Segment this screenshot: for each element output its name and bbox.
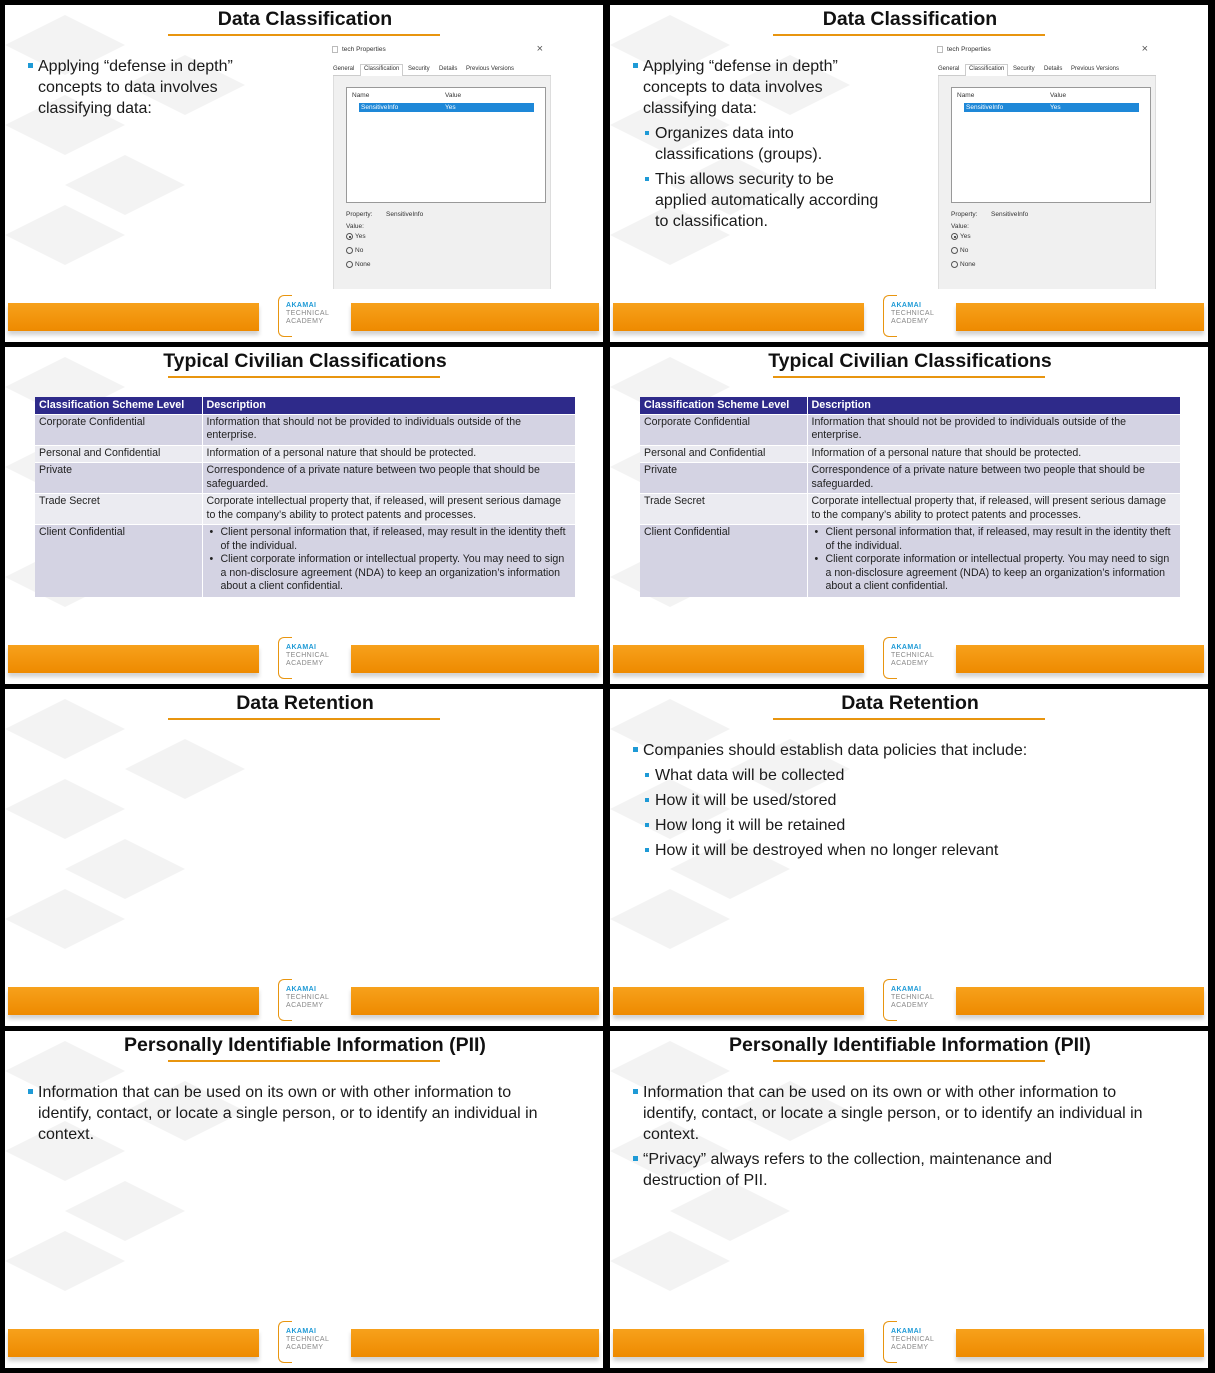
- akamai-logo: AKAMAI TECHNICAL ACADEMY: [278, 637, 342, 679]
- sub-bullet: How long it will be retained: [655, 815, 1175, 836]
- footer-bar-left: [613, 987, 864, 1015]
- table-row: Trade Secret Corporate intellectual property that, if released, will present serious damage to the company’s ability to protect patents and processes.: [640, 494, 1180, 525]
- tab-security[interactable]: Security: [408, 66, 430, 72]
- footer-bar-left: [613, 303, 864, 331]
- col-name: Name: [352, 92, 370, 99]
- akamai-logo: AKAMAI TECHNICAL ACADEMY: [883, 295, 947, 337]
- property-label: Property:: [951, 211, 978, 218]
- akamai-logo: AKAMAI TECHNICAL ACADEMY: [278, 295, 342, 337]
- classification-table: [35, 397, 575, 597]
- row-name: SensitiveInfo: [361, 104, 399, 111]
- bullet: Information that can be used on its own or with other information to identify, contact, or locate a single person, or to identify an individual in context.: [643, 1082, 1173, 1145]
- table-header: Classification Scheme Level: [35, 397, 202, 414]
- row-value: Yes: [445, 104, 456, 111]
- radio-no[interactable]: [951, 247, 968, 254]
- akamai-logo: AKAMAI TECHNICAL ACADEMY: [883, 1321, 947, 1363]
- slide-data-classification-1: [5, 5, 603, 342]
- radio-icon: [951, 247, 958, 254]
- file-icon: [332, 46, 338, 53]
- table-header: Description: [202, 397, 575, 414]
- value-label: Value:: [951, 223, 969, 230]
- footer-bar-right: [351, 645, 599, 673]
- title-underline: [773, 718, 1045, 720]
- table-row: Private Correspondence of a private nature between two people that should be safeguarded.: [35, 463, 575, 494]
- tab-general[interactable]: General: [938, 66, 960, 72]
- table-header: Description: [807, 397, 1180, 414]
- tab-details[interactable]: Details: [1044, 66, 1063, 72]
- dialog-title: tech Properties: [342, 46, 386, 53]
- bullet: Applying “defense in depth” concepts to data involves classifying data:: [643, 56, 873, 119]
- radio-icon: [346, 261, 353, 268]
- sub-bullet: What data will be collected: [655, 765, 1175, 786]
- slide-title: Data Classification: [822, 8, 998, 30]
- properties-dialog: [325, 39, 553, 289]
- property-value: SensitiveInfo: [386, 211, 424, 218]
- slide-title: Personally Identifiable Information (PII): [729, 1034, 1091, 1056]
- title-underline: [773, 376, 1045, 378]
- radio-label: None: [355, 261, 371, 269]
- title-underline: [773, 34, 1045, 36]
- footer-bar-right: [956, 645, 1204, 673]
- file-icon: [937, 46, 943, 53]
- slide-civilian-classifications-1: [5, 347, 603, 684]
- tab-general[interactable]: General: [333, 66, 355, 72]
- row-name: SensitiveInfo: [966, 104, 1004, 111]
- slide-title: Data Retention: [236, 692, 374, 714]
- background-pattern: [5, 689, 265, 1026]
- footer-bar-right: [956, 987, 1204, 1015]
- footer-bar-right: [351, 303, 599, 331]
- property-list[interactable]: [951, 87, 1151, 203]
- radio-yes[interactable]: [346, 233, 366, 240]
- footer-bar-right: [351, 1329, 599, 1357]
- sub-bullet: This allows security to be applied automatically according to classification.: [655, 171, 879, 230]
- radio-label: No: [355, 247, 364, 255]
- slide-title: Data Retention: [841, 692, 979, 714]
- table-row: Client Confidential • Client personal information that, if released, may result in the identity theft of the individual. • Client corporate information or intellectual property. You may need to sign a non-disclosure agreement (NDA) to keep an organization’s information about a client confidential.: [640, 525, 1180, 597]
- radio-none[interactable]: [951, 261, 976, 268]
- table-row: Private Correspondence of a private nature between two people that should be safeguarded.: [640, 463, 1180, 494]
- radio-label: Yes: [355, 233, 366, 241]
- footer-bar-left: [613, 1329, 864, 1357]
- tab-details[interactable]: Details: [439, 66, 458, 72]
- footer-bar-left: [8, 645, 259, 673]
- tab-previous-versions[interactable]: Previous Versions: [1071, 66, 1120, 72]
- row-value: Yes: [1050, 104, 1061, 111]
- footer-bar-right: [956, 303, 1204, 331]
- radio-label: No: [960, 247, 969, 255]
- bullet: Information that can be used on its own or with other information to identify, contact, or locate a single person, or to identify an individual in context.: [38, 1082, 568, 1145]
- slide-civilian-classifications-2: [610, 347, 1208, 684]
- property-value: SensitiveInfo: [991, 211, 1029, 218]
- radio-label: None: [960, 261, 976, 269]
- radio-checked-icon: [346, 233, 353, 240]
- sub-bullet: How it will be destroyed when no longer relevant: [655, 840, 1175, 861]
- title-underline: [168, 718, 440, 720]
- footer-bar-left: [613, 645, 864, 673]
- slide-pii-2: [610, 1031, 1208, 1368]
- tab-classification[interactable]: Classification: [965, 64, 1008, 76]
- slide-data-retention-1: [5, 689, 603, 1026]
- footer-bar-left: [8, 303, 259, 331]
- table-row: Corporate Confidential Information that should not be provided to individuals outside of the enterprise.: [640, 414, 1180, 445]
- sub-bullet: How it will be used/stored: [655, 790, 1175, 811]
- akamai-logo: AKAMAI TECHNICAL ACADEMY: [278, 1321, 342, 1363]
- bullet: Companies should establish data policies that include:: [643, 740, 1183, 761]
- dialog-tabs: [938, 64, 1156, 76]
- table-row: Trade Secret Corporate intellectual property that, if released, will present serious damage to the company’s ability to protect patents and processes.: [35, 494, 575, 525]
- dialog-tabs: [333, 64, 551, 76]
- slide-title: Typical Civilian Classifications: [163, 350, 447, 372]
- footer-bar-right: [956, 1329, 1204, 1357]
- bullet: “Privacy” always refers to the collection, maintenance and destruction of PII.: [643, 1149, 1123, 1191]
- list-row-selected[interactable]: [359, 103, 534, 112]
- properties-dialog: [930, 39, 1158, 289]
- radio-label: Yes: [960, 233, 971, 241]
- slide-pii-1: [5, 1031, 603, 1368]
- slide-data-classification-2: [610, 5, 1208, 342]
- value-label: Value:: [346, 223, 364, 230]
- table-row: Client Confidential • Client personal information that, if released, may result in the identity theft of the individual. • Client corporate information or intellectual property. You may need to sign a non-disclosure agreement (NDA) to keep an organization’s information about a client confidential.: [35, 525, 575, 597]
- title-underline: [773, 1060, 1045, 1062]
- property-label: Property:: [346, 211, 373, 218]
- col-name: Name: [957, 92, 975, 99]
- col-value: Value: [1050, 92, 1067, 99]
- property-list[interactable]: [346, 87, 546, 203]
- footer-bar-left: [8, 987, 259, 1015]
- title-underline: [168, 34, 440, 36]
- list-row-selected[interactable]: [964, 103, 1139, 112]
- close-icon[interactable]: ×: [1141, 43, 1148, 55]
- title-underline: [168, 376, 440, 378]
- dialog-title: tech Properties: [947, 46, 991, 53]
- table-header: Classification Scheme Level: [640, 397, 807, 414]
- akamai-logo: AKAMAI TECHNICAL ACADEMY: [883, 637, 947, 679]
- radio-none[interactable]: [346, 261, 371, 268]
- radio-icon: [346, 247, 353, 254]
- title-underline: [168, 1060, 440, 1062]
- akamai-logo: AKAMAI TECHNICAL ACADEMY: [278, 979, 342, 1021]
- table-row: Corporate Confidential Information that should not be provided to individuals outside of the enterprise.: [35, 414, 575, 445]
- classification-table: [640, 397, 1180, 597]
- close-icon[interactable]: ×: [536, 43, 543, 55]
- footer-bar-left: [8, 1329, 259, 1357]
- slide-title: Typical Civilian Classifications: [768, 350, 1052, 372]
- radio-no[interactable]: [346, 247, 363, 254]
- table-row: Personal and Confidential Information of a personal nature that should be protected.: [640, 445, 1180, 463]
- table-row: Personal and Confidential Information of a personal nature that should be protected.: [35, 445, 575, 463]
- slide-title: Data Classification: [217, 8, 393, 30]
- sub-bullet: Organizes data into classifications (groups).: [655, 123, 855, 165]
- slide-data-retention-2: [610, 689, 1208, 1026]
- tab-classification[interactable]: Classification: [360, 64, 403, 76]
- slide-title: Personally Identifiable Information (PII): [124, 1034, 486, 1056]
- tab-security[interactable]: Security: [1013, 66, 1035, 72]
- tab-previous-versions[interactable]: Previous Versions: [466, 66, 515, 72]
- radio-icon: [951, 261, 958, 268]
- footer-bar-right: [351, 987, 599, 1015]
- radio-checked-icon: [951, 233, 958, 240]
- akamai-logo: AKAMAI TECHNICAL ACADEMY: [883, 979, 947, 1021]
- radio-yes[interactable]: [951, 233, 971, 240]
- bullet: Applying “defense in depth” concepts to data involves classifying data:: [38, 56, 268, 119]
- col-value: Value: [445, 92, 462, 99]
